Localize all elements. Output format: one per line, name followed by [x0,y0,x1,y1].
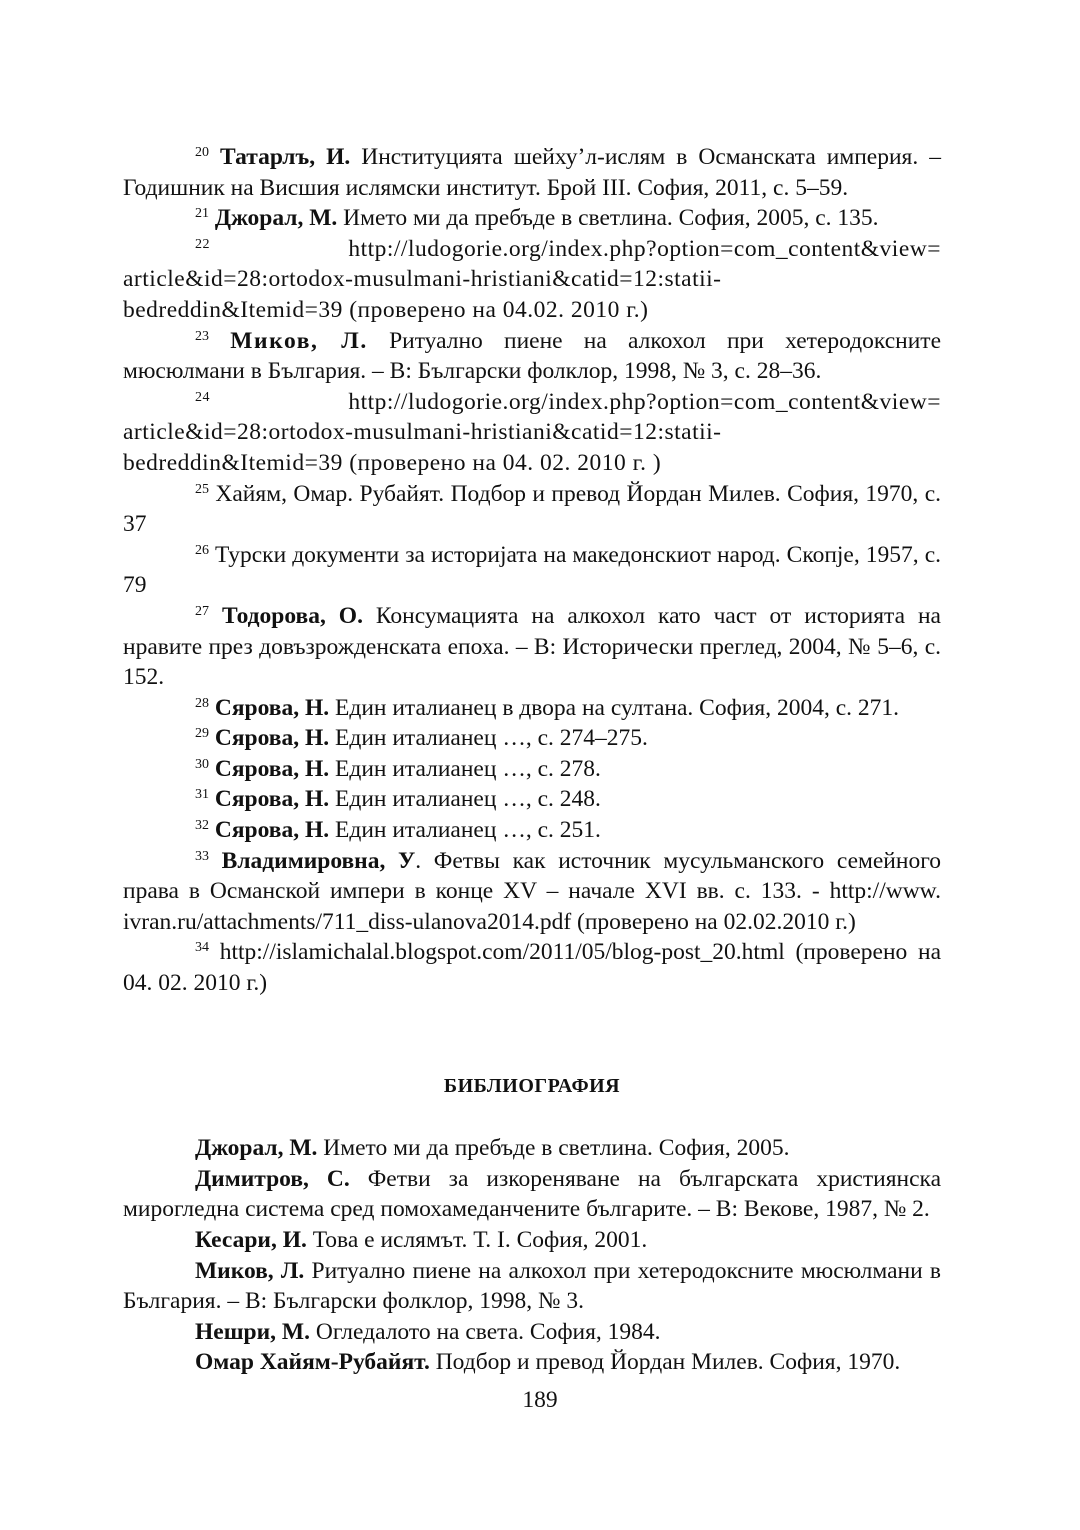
bibliography-author: Омар Хайям-Рубайят. [195,1349,430,1376]
footnote-28: $^{28}$ Сярова, Н. Един италианец в двора на султана. София, 2004, с. 271. [195,694,900,721]
footnote-text: Един италианец …, с. 248. [329,786,601,813]
bibliography-text: Това е ислямът. Т. I. София, 2001. [306,1227,648,1253]
footnote-author: Миков, Л. [230,327,368,354]
bibliography-text: Подбор и превод Йордан Милев. София, 1970. [429,1349,901,1376]
footnote-25: $^{25}$ Хайям, Омар. Рубайят. Подбор и превод Йордан Милев. София, 1970, с. 37 [123,480,941,538]
footnote-34: $^{34}$ http://islamichalal.blogspot.com/2011/05/blog-post_20.html (проверено на 04. 02. 2010 г.) [123,939,941,997]
bibliography-entry [123,1317,941,1348]
bibliography-heading: БИБЛИОГРАФИЯ [443,1074,621,1097]
bibliography-entry [123,1256,941,1317]
footnotes [123,142,941,999]
footnote-27: $^{27}$ Тодорова, О. Консумацията на алкохол като част от историята на нравите през довъзрожденската епоха. – В: Исторически преглед, 2004, № 5–6, с. 152. [123,602,941,691]
page-content [123,142,941,1378]
bibliography-author: Димитров, С. [195,1165,350,1192]
footnote-32: $^{32}$ Сярова, Н. Един италианец …, с. 251. [195,817,601,844]
footnote-text: Един италианец …, с. 278. [329,755,601,782]
footnote-author: Тодорова, О. [221,602,363,629]
bibliography-text: Ритуално пиене на алкохол при хетеродоксните мюсюлмани в България. – В: Български фолклор, 1998, № 3. [123,1257,941,1315]
footnote-text: http://ludogorie.org/index.php?option=com_content&view= article&id=28:ortodox-musulmani-hristiani&catid=12:statii-bedreddin&Itemid=39 (проверено на 04. 02. 2010 г. ) [123,388,941,476]
page-number: 189 [522,1387,558,1413]
footnote-text: http://islamichalal.blogspot.com/2011/05/blog-post_20.html (проверено на 04. 02. 2010 г.) [123,939,941,997]
bibliography-text: Фетви за изкореняване на българската християнска мирогледна система сред помохамеданчените българите. – В: Векове, 1987, № 2. [123,1165,942,1223]
bibliography-author: Миков, Л. [195,1257,305,1284]
footnote-31: $^{31}$ Сярова, Н. Един италианец …, с. 248. [195,786,601,813]
footnote-author: Джорал, М. [214,205,338,232]
bibliography-entry [123,1164,941,1225]
footnote-29: $^{29}$ Сярова, Н. Един италианец …, с. 274–275. [195,725,648,752]
footnote-author: Татарлъ, И. [220,144,351,170]
footnote-33: $^{33}$ Владимировна, У. Фетвы как источник мусульманского семейного права в Османской импери в конце XV – начале XVI вв. с. 133. - http://www. ivran.ru/attachments/711_diss-ulanova2014.pdf (проверено на 02.02.2010 г.) [123,847,942,935]
footnote-text: Един италианец …, с. 251. [329,817,601,844]
footnote-20: $^{20}$ Татарлъ, И. Институцията шейху’л-ислям в Османската империя. – Годишник на Висшия ислямски институт. Брой III. София, 2011, с. 5–59. [123,144,941,201]
footnote-26: $^{26}$ Турски документи за историјата на македонскиот народ. Скопје, 1957, с. 79 [123,541,941,599]
bibliography-entry [123,1347,941,1378]
footnote-30: $^{30}$ Сярова, Н. Един италианец …, с. 278. [195,755,601,782]
footnote-author: Сярова, Н. [214,725,330,752]
bibliography-author: Кесари, И. [195,1227,307,1253]
footnote-text: Един италианец …, с. 274–275. [329,725,648,752]
footnote-author: Сярова, Н. [214,694,330,721]
footnote-author: Сярова, Н. [214,755,330,782]
footnote-23: $^{23}$ Миков, Л. Ритуално пиене на алкохол при хетеродоксните мюсюлмани в България. – В: Български фолклор, 1998, № 3, с. 28–36. [123,327,942,385]
footnote-text: Името ми да пребъде в светлина. София, 2005, с. 135. [337,205,879,232]
bibliography-text: Огледалото на света. София, 1984. [309,1318,661,1345]
footnote-text: . Фетвы как источник мусульманского семейного права в Османской импери в конце XV – начале XVI вв. с. 133. - http://www. ivran.ru/attachments/711_diss-ulanova2014.pdf (проверено на 02.02.2010 г.) [123,847,942,935]
footnote-author: Владимировна, У [221,847,416,874]
footnote-text: Хайям, Омар. Рубайят. Подбор и превод Йордан Милев. София, 1970, с. 37 [123,480,941,538]
footnote-text: Ритуално пиене на алкохол при хетеродоксните мюсюлмани в България. – В: Български фолклор, 1998, № 3, с. 28–36. [123,327,942,385]
footnote-21: $^{21}$ Джорал, М. Името ми да пребъде в светлина. София, 2005, с. 135. [195,205,879,232]
footnote-text: Консумацията на алкохол като част от историята на нравите през довъзрожденската епоха. – В: Исторически преглед, 2004, № 5–6, с. 152. [123,602,941,691]
bibliography-entry [123,1133,941,1164]
footnote-author: Сярова, Н. [214,817,330,844]
footnote-text: http://ludogorie.org/index.php?option=com_content&view= article&id=28:ortodox-musulmani-hristiani&catid=12:statii-bedreddin&Itemid=39 (проверено на 04.02. 2010 г.) [123,235,941,323]
footnote-author: Сярова, Н. [214,786,330,813]
bibliography-entry [123,1225,941,1256]
footnote-24: $^{24}$ http://ludogorie.org/index.php?option=com_content&view= article&id=28:ortodox-musulmani-hristiani&catid=12:statii-bedreddin&Itemid=39 (проверено на 04. 02. 2010 г. ) [123,388,941,476]
footnote-text: Турски документи за историјата на македонскиот народ. Скопје, 1957, с. 79 [123,541,941,599]
footnote-22: $^{22}$ http://ludogorie.org/index.php?option=com_content&view= article&id=28:ortodox-musulmani-hristiani&catid=12:statii-bedreddin&Itemid=39 (проверено на 04.02. 2010 г.) [123,235,941,323]
bibliography [123,1071,941,1378]
bibliography-author: Джорал, М. [195,1135,318,1162]
footnote-text: Институцията шейху’л-ислям в Османската империя. – Годишник на Висшия ислямски институт. Брой III. София, 2011, с. 5–59. [123,144,941,201]
footnote-text: Един италианец в двора на султана. София, 2004, с. 271. [329,694,900,721]
bibliography-text: Името ми да пребъде в светлина. София, 2005. [317,1135,790,1162]
bibliography-author: Нешри, М. [195,1318,310,1345]
